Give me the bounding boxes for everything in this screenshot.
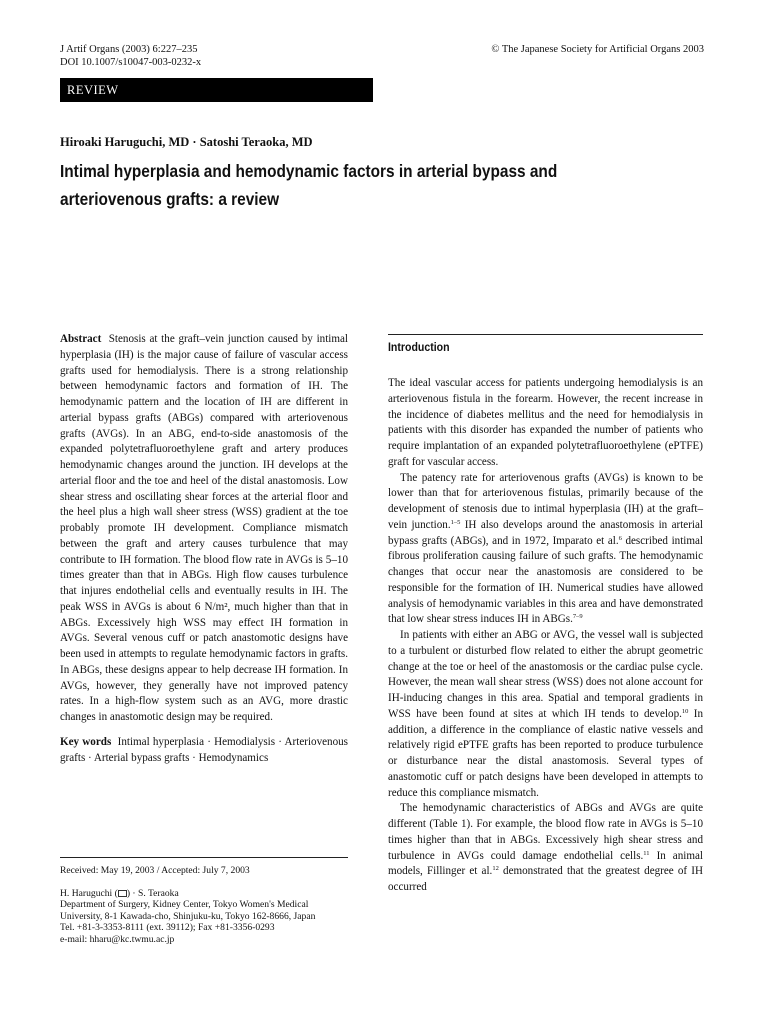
citation-ref: 7–9 (572, 613, 583, 621)
p3-text-b: In addition, a difference in the compliance of elastic native vessels and relatively rigid ePTFE grafts has been reported to produce turbulence or disturbance near the distal anastomosis. Several types of anastomotic cuff or patch designs have been developed in attempts to reduce this compliance mismatch. (388, 707, 703, 799)
title-line-1: Intimal hyperplasia and hemodynamic factors in arterial bypass and (60, 161, 558, 181)
abstract (60, 332, 348, 726)
abstract-text: Stenosis at the graft–vein junction caused by intimal hyperplasia (IH) is the major cause of failure of vascular access grafts used for hemodialysis. There is a strong relationship between hemodynamic factors and formation of IH. The hemodynamic pattern and the location of IH are different in arterial bypass grafts (ABGs) compared with arteriovenous grafts (AVGs). In an ABG, end-to-side anastomosis of the expanded polytetrafluoroethylene graft and artery produces hemodynamic changes around the junction. IH develops at the arterial floor and the toe and heel of the distal anastomosis. Low shear stress and oscillating shear forces at the arterial floor and the heel plus a high wall sheer stress (WSS) gradient at the toe probably promote IH development. Compliance mismatch between the graft and artery causes turbulence that may contribute to IH formation. The blood flow rate in AVGs is 5–10 times greater than that in ABGs. High flow causes turbulence that injures endothelial cells and eventually results in IH. The peak WSS in AVGs is about 6 N/m², much higher than that in ABGs. Excessively high WSS may effect IH formation in AVGs. Several venous cuff or patch anastomotic designs have been used in attempts to regulate hemodynamic factors in grafts. In ABGs, these designs appear to help decrease IH formation. In AVGs, however, they generally have not improved patency rates. In a high-flow system such as an AVG, more drastic changes in anastomotic design may be required. (60, 333, 348, 723)
p2-text-a: The patency rate for arteriovenous grafts (AVGs) is known to be lower than that for arteriovenous fistulas, primarily because of the development of stenosis due to intimal hyperplasia (IH) at the graft–vein junction. (388, 471, 703, 531)
introduction-heading: Introduction (388, 340, 450, 354)
introduction-column (388, 376, 703, 896)
citation-ref: 12 (492, 865, 499, 873)
section-label: REVIEW (67, 82, 119, 97)
p2-text-c: described intimal fibrous proliferation causing failure of such grafts. The hemodynamic changes that occur near the anastomosis are considered to be responsible for the formation of IH. Numerical studies have allowed analysis of hemodynamic variables in this area and have demonstrated that low shear stress induces IH in ABGs. (388, 534, 703, 626)
correspondence (60, 888, 360, 945)
keywords-text: Intimal hyperplasia · Hemodialysis · Arteriovenous grafts · Arterial bypass grafts · Hemodynamics (60, 735, 349, 764)
citation-ref: 1–5 (450, 518, 461, 526)
phone-fax: Tel. +81-3-3353-8111 (ext. 39112); Fax +81-3356-0293 (60, 922, 275, 934)
p4-text-c: demonstrated that the greatest degree of IH occurred (388, 865, 704, 893)
authors: Hiroaki Haruguchi, MD · Satoshi Teraoka, MD (60, 135, 313, 149)
section-label-bar (60, 78, 373, 102)
corr-name-b: ) · S. Teraoka (126, 888, 179, 899)
article-title (60, 157, 694, 213)
citation-ref: 6 (618, 534, 622, 542)
p2-text-b: IH also develops around the anastomosis in arterial bypass grafts (ABGs), and in 1972, Imparato et al. (388, 518, 703, 547)
p3-text-a: In patients with either an ABG or AVG, the vessel wall is subjected to a turbulent or disturbed flow related to either the abrupt geometric change at the toe or heel of the anastomosis or the cardiac pulse cycle. However, the mean wall shear stress (WSS) does not alone account for IH-inducing changes in this area. Spatial and temporal gradients in WSS have been found at sites at which IH tends to develop. (388, 629, 703, 720)
intro-paragraph-4 (388, 801, 703, 896)
address-line-1: Department of Surgery, Kidney Center, Tokyo Women's Medical (60, 899, 309, 911)
intro-paragraph-1: The ideal vascular access for patients undergoing hemodialysis is an arteriovenous fistula in the forearm. However, the recent increase in the incidence of diabetes mellitus and the need for hemodialysis in patients with this disorder has expanded the number of patients who require implantation of an expanded polytetrafluoroethylene (ePTFE) graft for vascular access. (388, 377, 703, 468)
correspondence-names (60, 888, 360, 899)
address-line-2: University, 8-1 Kawada-cho, Shinjuku-ku, Tokyo 162-8666, Japan (60, 910, 316, 922)
doi: DOI 10.1007/s10047-003-0232-x (60, 57, 202, 68)
citation-ref: 11 (643, 849, 650, 857)
intro-paragraph-2 (388, 471, 703, 629)
footnote-divider (60, 857, 348, 858)
citation-ref: 10 (681, 707, 689, 715)
title-line-2: arteriovenous grafts: a review (60, 189, 280, 209)
introduction-rule (388, 334, 703, 335)
email: e-mail: hharu@kc.twmu.ac.jp (60, 933, 175, 945)
p4-text-a: The hemodynamic characteristics of ABGs and AVGs are quite different (Table 1). For example, the blood flow rate in AVGs is 5–10 times higher than that in ABGs. Excessively high shear stress and turbulence in AVGs could damage endothelial cells. (388, 802, 703, 862)
copyright: © The Japanese Society for Artificial Organs 2003 (491, 44, 704, 55)
intro-paragraph-3 (388, 628, 703, 801)
keywords-label: Key words (60, 735, 112, 748)
keywords (60, 735, 348, 767)
abstract-column (60, 332, 348, 766)
journal-citation: J Artif Organs (2003) 6:227–235 (60, 44, 198, 55)
abstract-label: Abstract (60, 333, 102, 345)
corr-name-a: H. Haruguchi ( (60, 888, 118, 899)
p4-text-b: In animal models, Fillinger et al. (388, 849, 703, 878)
envelope-icon (118, 890, 127, 897)
received-dates: Received: May 19, 2003 / Accepted: July 7, 2003 (60, 865, 250, 876)
